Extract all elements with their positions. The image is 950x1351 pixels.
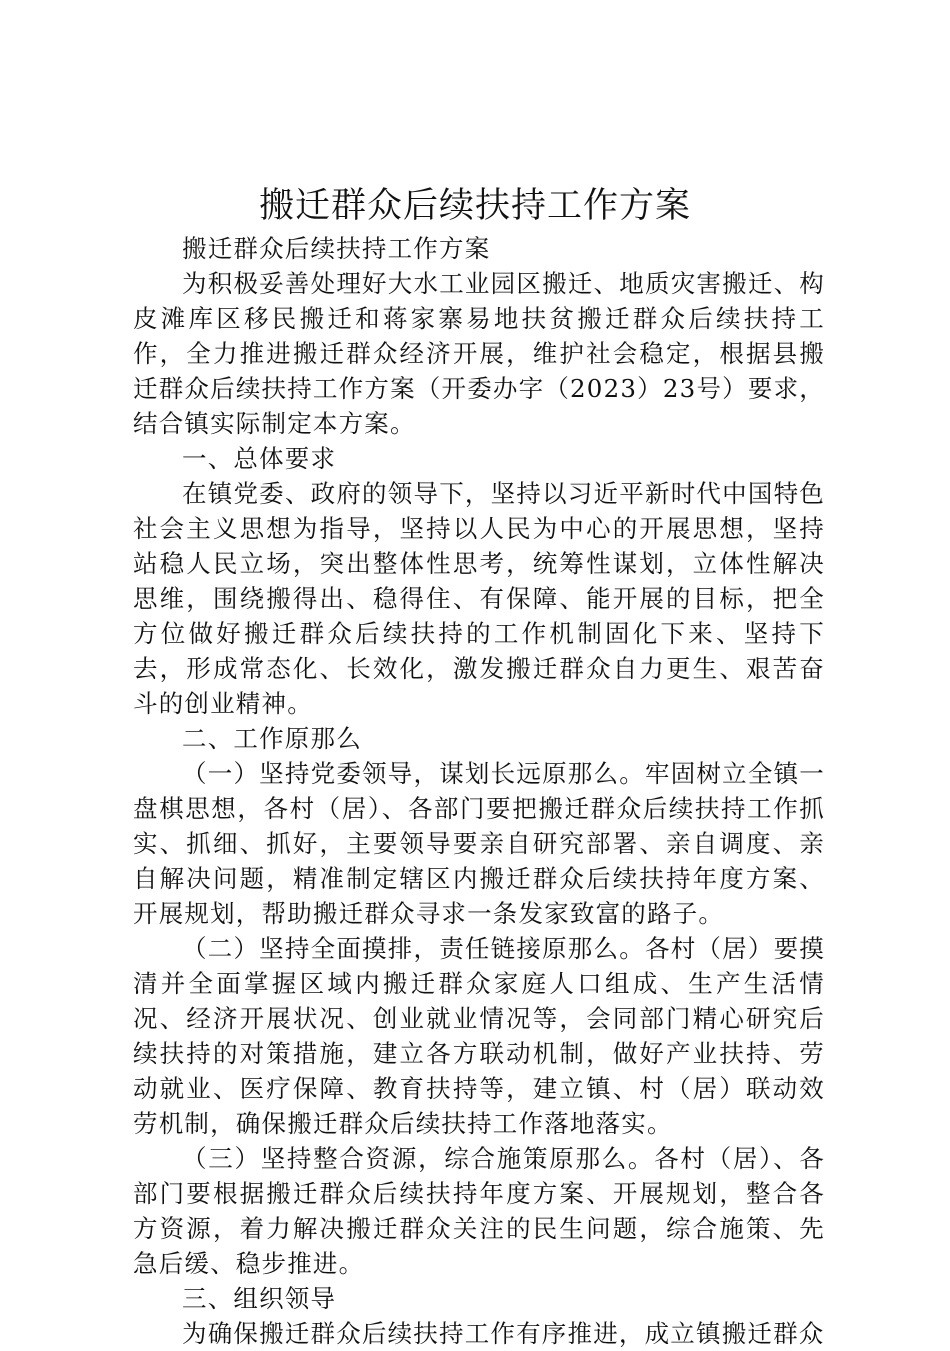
paragraph-principle-3: （三）坚持整合资源，综合施策原那么。各村（居）、各部门要根据搬迁群众后续扶持年度方案、开展规划，整合各方资源，着力解决搬迁群众关注的民生问题，综合施策、先急后缓、稳步推进。 bbox=[133, 1144, 825, 1278]
paragraph-principle-2: （二）坚持全面摸排，责任链接原那么。各村（居）要摸清并全面掌握区域内搬迁群众家庭人口组成、生产生活情况、经济开展状况、创业就业情况等，会同部门精心研究后续扶持的对策措施，建立各方联动机制，做好产业扶持、劳动就业、医疗保障、教育扶持等，建立镇、村（居）联动效劳机制，确保搬迁群众后续扶持工作落地落实。 bbox=[133, 934, 825, 1138]
document-title: 搬迁群众后续扶持工作方案 bbox=[258, 186, 691, 226]
paragraph-principle-1: （一）坚持党委领导，谋划长远原那么。牢固树立全镇一盘棋思想，各村（居）、各部门要把搬迁群众后续扶持工作抓实、抓细、抓好，主要领导要亲自研究部署、亲自调度、亲自解决问题，精准制定辖区内搬迁群众后续扶持年度方案、开展规划，帮助搬迁群众寻求一条发家致富的路子。 bbox=[133, 759, 825, 928]
paragraph-subtitle: 搬迁群众后续扶持工作方案 bbox=[182, 234, 491, 263]
section-heading-work-principles: 二、工作原那么 bbox=[182, 724, 362, 753]
section-heading-organization: 三、组织领导 bbox=[182, 1284, 337, 1313]
paragraph-general-requirements: 在镇党委、政府的领导下，坚持以习近平新时代中国特色社会主义思想为指导，坚持以人民为中心的开展思想，坚持站稳人民立场，突出整体性思考，统筹性谋划，立体性解决思维，围绕搬得出、稳得住、有保障、能开展的目标，把全方位做好搬迁群众后续扶持的工作机制固化下来、坚持下去，形成常态化、长效化，激发搬迁群众自力更生、艰苦奋斗的创业精神。 bbox=[133, 479, 825, 718]
section-heading-general-requirements: 一、总体要求 bbox=[182, 444, 337, 473]
paragraph-organization: 为确保搬迁群众后续扶持工作有序推进，成立镇搬迁群众 bbox=[182, 1319, 825, 1348]
document-body bbox=[133, 231, 825, 1351]
paragraph-intro: 为积极妥善处理好大水工业园区搬迁、地质灾害搬迁、构皮滩库区移民搬迁和蒋家寨易地扶贫搬迁群众后续扶持工作，全力推进搬迁群众经济开展，维护社会稳定，根据县搬迁群众后续扶持工作方案（开委办字（2023）23号）要求，结合镇实际制定本方案。 bbox=[133, 269, 825, 438]
